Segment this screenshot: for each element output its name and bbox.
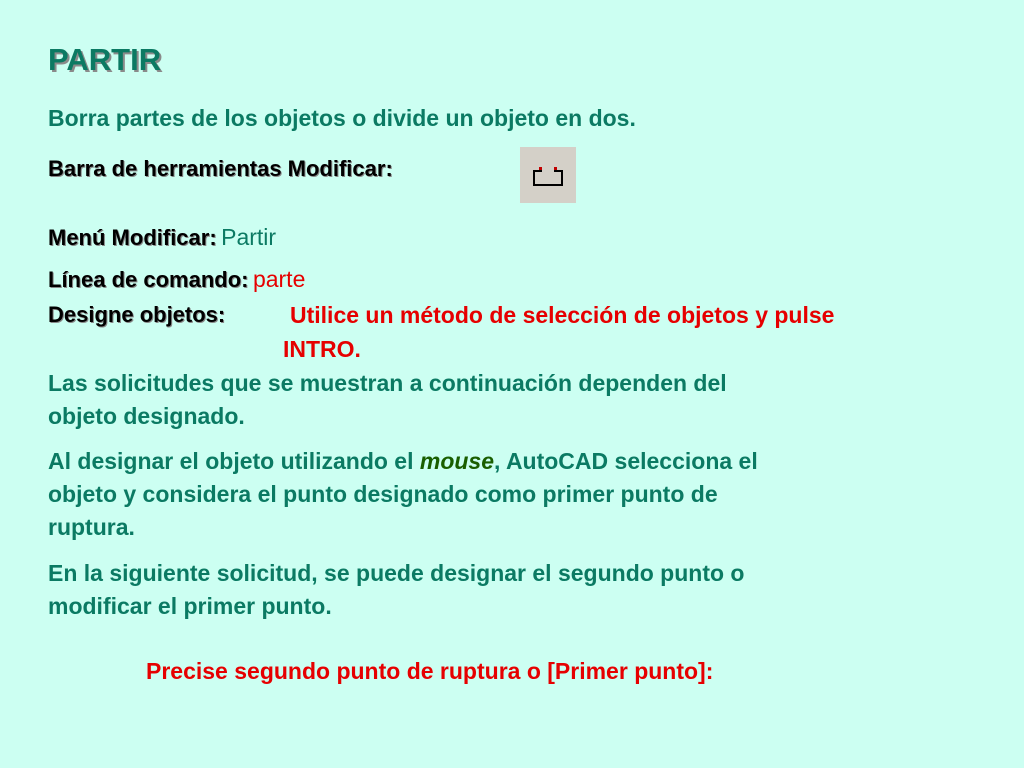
select-instruction-continued: INTRO. xyxy=(283,336,361,362)
command-prompt: Precise segundo punto de ruptura o [Primer punto]: xyxy=(146,658,714,684)
paragraph-text: , AutoCAD selecciona el xyxy=(494,448,758,474)
paragraph-second-point xyxy=(48,557,744,623)
page-title: PARTIR xyxy=(48,42,162,77)
menu-value: Partir xyxy=(221,224,277,250)
paragraph-line: objeto designado. xyxy=(48,403,245,429)
paragraph-line: modificar el primer punto. xyxy=(48,593,332,619)
paragraph-line: ruptura. xyxy=(48,514,135,540)
page-subtitle: Borra partes de los objetos o divide un objeto en dos. xyxy=(48,105,636,131)
paragraph-line xyxy=(48,445,758,478)
paragraph-line: Las solicitudes que se muestran a continuación dependen del xyxy=(48,370,727,396)
select-instruction: Utilice un método de selección de objetos y pulse xyxy=(290,302,835,328)
command-line xyxy=(48,266,305,293)
mouse-emphasis: mouse xyxy=(419,448,495,474)
menu-label: Menú Modificar: xyxy=(48,225,217,250)
paragraph-line: En la siguiente solicitud, se puede designar el segundo punto o xyxy=(48,560,745,586)
break-tool-button[interactable] xyxy=(520,147,576,203)
menu-line xyxy=(48,224,276,251)
paragraph-line: objeto y considera el punto designado como primer punto de xyxy=(48,481,718,507)
toolbar-label: Barra de herramientas Modificar: xyxy=(48,156,393,181)
paragraph-dependency xyxy=(48,367,727,433)
select-label: Designe objetos: xyxy=(48,302,226,327)
command-value: parte xyxy=(252,266,306,292)
paragraph-mouse xyxy=(48,445,758,544)
break-tool-icon xyxy=(520,147,576,203)
paragraph-text: Al designar el objeto utilizando el xyxy=(48,448,420,474)
command-label: Línea de comando: xyxy=(48,267,249,292)
